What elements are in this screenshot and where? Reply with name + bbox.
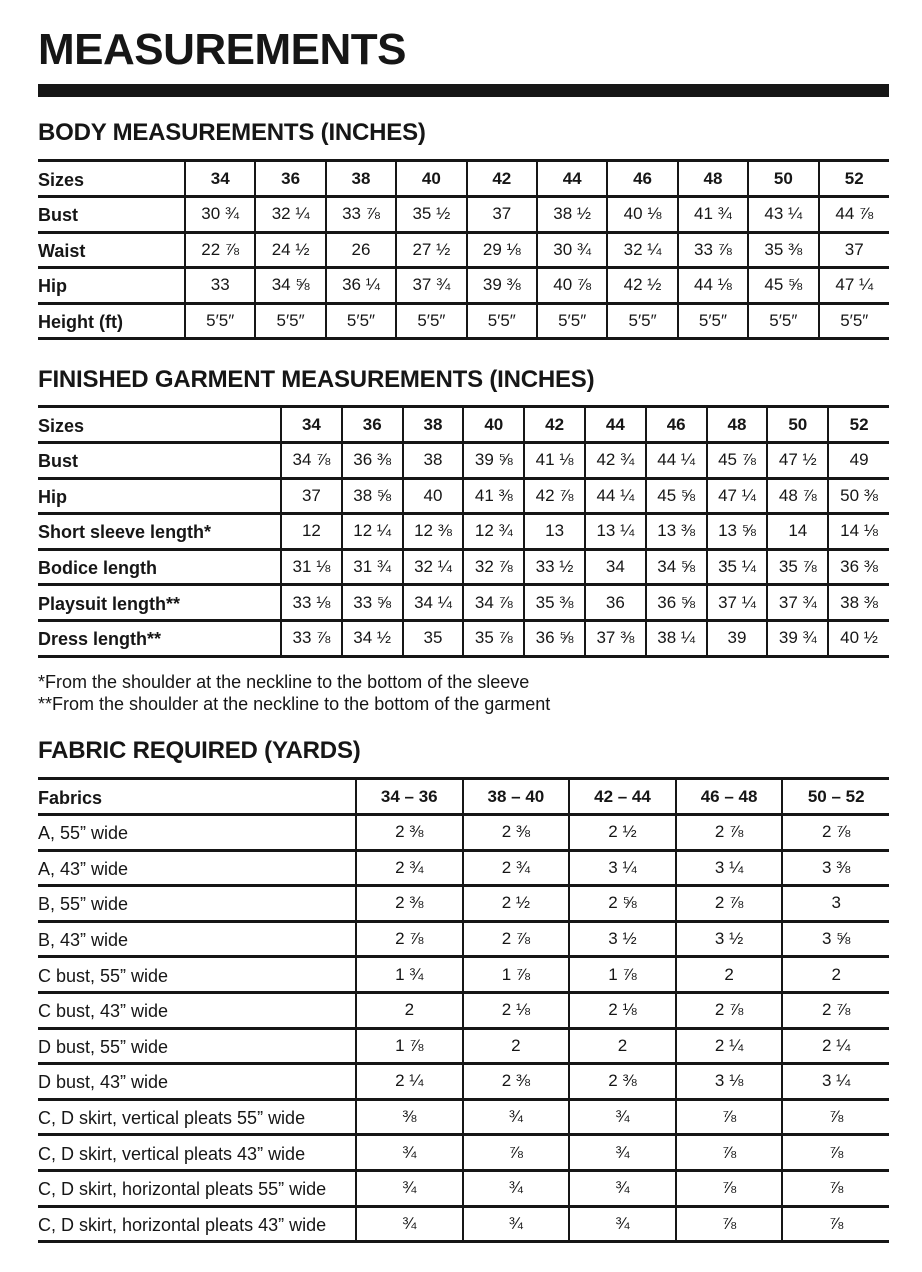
table-cell: 41 ⅛ [524, 443, 585, 479]
table-row [38, 886, 889, 922]
row-label: Hip [38, 268, 185, 304]
table-cell: 50 ⅜ [828, 478, 889, 514]
table-cell: 22 ⅞ [185, 232, 255, 268]
table-cell: 2 [782, 957, 889, 993]
table-cell: 37 ⅜ [585, 620, 646, 656]
table-cell: 38 ¼ [646, 620, 707, 656]
table-cell: 2 ¼ [782, 1028, 889, 1064]
row-label: Bodice length [38, 549, 281, 585]
table-cell: 2 ⅝ [569, 886, 676, 922]
table-cell: 5′5″ [326, 303, 396, 339]
table-cell: ⅞ [782, 1206, 889, 1242]
table-cell: 35 ½ [396, 197, 466, 233]
table-cell: 2 [463, 1028, 570, 1064]
row-label: Playsuit length** [38, 585, 281, 621]
table-cell: 12 ⅜ [403, 514, 464, 550]
table-cell: ¾ [356, 1135, 463, 1171]
table-cell: 27 ½ [396, 232, 466, 268]
size-header: 40 [396, 161, 466, 197]
size-range-header: 38 – 40 [463, 779, 570, 815]
table-cell: 49 [828, 443, 889, 479]
table-cell: 5′5″ [185, 303, 255, 339]
sizes-header: Sizes [38, 161, 185, 197]
table-cell: 40 ½ [828, 620, 889, 656]
table-cell: 35 ¼ [707, 549, 768, 585]
table-cell: ¾ [463, 1206, 570, 1242]
row-label: Bust [38, 197, 185, 233]
table-cell: 3 ½ [676, 921, 783, 957]
page-title: MEASUREMENTS [38, 25, 407, 74]
table-cell: 2 ⅛ [463, 992, 570, 1028]
sizes-header: Sizes [38, 407, 281, 443]
table-row [38, 514, 889, 550]
table-cell: 42 ¾ [585, 443, 646, 479]
table-row [38, 549, 889, 585]
row-label: C, D skirt, vertical pleats 43” wide [38, 1135, 356, 1171]
table-cell: 12 ¼ [342, 514, 403, 550]
table-cell: 3 ⅜ [782, 850, 889, 886]
table-cell: 13 ¼ [585, 514, 646, 550]
table-cell: 39 ⅝ [463, 443, 524, 479]
table-cell: 37 ¼ [707, 585, 768, 621]
table-cell: 3 [782, 886, 889, 922]
table-cell: 31 ⅛ [281, 549, 342, 585]
table-cell: 5′5″ [467, 303, 537, 339]
garment-measurements-heading: FINISHED GARMENT MEASUREMENTS (INCHES) [38, 366, 595, 393]
table-cell: 33 ⅞ [281, 620, 342, 656]
size-header: 48 [678, 161, 748, 197]
table-cell: 2 ⅛ [569, 992, 676, 1028]
row-label: C, D skirt, horizontal pleats 43” wide [38, 1206, 356, 1242]
table-row [38, 1028, 889, 1064]
fabrics-header: Fabrics [38, 779, 356, 815]
table-cell: 30 ¾ [185, 197, 255, 233]
table-cell: 26 [326, 232, 396, 268]
row-label: A, 43” wide [38, 850, 356, 886]
table-cell: 30 ¾ [537, 232, 607, 268]
table-cell: 47 ¼ [707, 478, 768, 514]
table-cell: 32 ¼ [403, 549, 464, 585]
table-cell: 38 ⅜ [828, 585, 889, 621]
table-cell: 33 ⅛ [281, 585, 342, 621]
fabric-required-table [38, 777, 889, 1243]
table-cell: 13 [524, 514, 585, 550]
table-cell: 47 ½ [767, 443, 828, 479]
table-cell: 33 ⅞ [326, 197, 396, 233]
table-cell: 5′5″ [678, 303, 748, 339]
table-cell: 31 ¾ [342, 549, 403, 585]
table-cell: 36 [585, 585, 646, 621]
table-cell: 2 ⅞ [782, 992, 889, 1028]
table-cell: ¾ [569, 1099, 676, 1135]
table-cell: 2 ⅜ [463, 1064, 570, 1100]
row-label: D bust, 43” wide [38, 1064, 356, 1100]
table-cell: 2 ⅜ [356, 886, 463, 922]
table-cell: ¾ [463, 1099, 570, 1135]
size-range-header: 46 – 48 [676, 779, 783, 815]
table-cell: 43 ¼ [748, 197, 818, 233]
size-header: 34 [281, 407, 342, 443]
table-cell: 29 ⅛ [467, 232, 537, 268]
fabric-required-heading: FABRIC REQUIRED (YARDS) [38, 737, 361, 764]
table-cell: 36 ⅝ [646, 585, 707, 621]
size-header: 46 [607, 161, 677, 197]
table-cell: 2 ⅜ [463, 815, 570, 851]
table-cell: 13 ⅝ [707, 514, 768, 550]
table-cell: 2 ¾ [463, 850, 570, 886]
table-row [38, 850, 889, 886]
row-label: D bust, 55” wide [38, 1028, 356, 1064]
table-cell: 2 [676, 957, 783, 993]
table-cell: 5′5″ [396, 303, 466, 339]
table-cell: 33 ⅞ [678, 232, 748, 268]
table-cell: 1 ⅞ [569, 957, 676, 993]
table-cell: ⅞ [463, 1135, 570, 1171]
table-cell: 45 ⅝ [748, 268, 818, 304]
table-cell: 2 ½ [569, 815, 676, 851]
size-range-header: 50 – 52 [782, 779, 889, 815]
table-row [38, 478, 889, 514]
table-cell: 42 ⅞ [524, 478, 585, 514]
table-row [38, 443, 889, 479]
table-cell: 34 ⅝ [646, 549, 707, 585]
table-cell: 2 ⅞ [356, 921, 463, 957]
table-cell: 38 ½ [537, 197, 607, 233]
table-cell: 37 [281, 478, 342, 514]
table-cell: 2 ⅞ [676, 886, 783, 922]
table-cell: 5′5″ [819, 303, 889, 339]
table-cell: 34 ¼ [403, 585, 464, 621]
table-cell: 32 ¼ [255, 197, 325, 233]
table-cell: 36 ⅝ [524, 620, 585, 656]
table-cell: 40 ⅛ [607, 197, 677, 233]
row-label: Height (ft) [38, 303, 185, 339]
table-cell: 41 ¾ [678, 197, 748, 233]
row-label: Hip [38, 478, 281, 514]
table-cell: 39 [707, 620, 768, 656]
table-cell: 35 ⅞ [463, 620, 524, 656]
table-cell: 2 ¼ [356, 1064, 463, 1100]
body-measurements-table [38, 159, 889, 340]
row-label: A, 55” wide [38, 815, 356, 851]
table-cell: 45 ⅝ [646, 478, 707, 514]
table-cell: 40 [403, 478, 464, 514]
table-cell: 35 ⅜ [748, 232, 818, 268]
table-cell: 36 ¼ [326, 268, 396, 304]
row-label: C bust, 55” wide [38, 957, 356, 993]
table-cell: 3 ⅛ [676, 1064, 783, 1100]
table-cell: 32 ¼ [607, 232, 677, 268]
table-cell: 34 ⅞ [281, 443, 342, 479]
table-cell: 5′5″ [607, 303, 677, 339]
table-header-row [38, 161, 889, 197]
table-row [38, 921, 889, 957]
table-cell: 34 ⅝ [255, 268, 325, 304]
row-label: Dress length** [38, 620, 281, 656]
table-cell: 37 ¾ [396, 268, 466, 304]
footnote-sleeve: *From the shoulder at the neckline to the bottom of the sleeve [38, 672, 530, 692]
table-cell: 48 ⅞ [767, 478, 828, 514]
table-cell: 34 ⅞ [463, 585, 524, 621]
table-row [38, 1206, 889, 1242]
table-cell: 2 ⅞ [676, 992, 783, 1028]
table-cell: ⅜ [356, 1099, 463, 1135]
table-row [38, 620, 889, 656]
table-cell: 12 ¾ [463, 514, 524, 550]
size-range-header: 42 – 44 [569, 779, 676, 815]
table-cell: 35 ⅞ [767, 549, 828, 585]
table-cell: ⅞ [676, 1135, 783, 1171]
row-label: Waist [38, 232, 185, 268]
table-cell: 47 ¼ [819, 268, 889, 304]
table-cell: ⅞ [782, 1135, 889, 1171]
table-cell: 2 ⅞ [463, 921, 570, 957]
table-cell: 33 ⅝ [342, 585, 403, 621]
table-cell: 3 ¼ [569, 850, 676, 886]
table-row [38, 232, 889, 268]
table-cell: 45 ⅞ [707, 443, 768, 479]
table-row [38, 992, 889, 1028]
table-cell: 41 ⅜ [463, 478, 524, 514]
table-row [38, 1064, 889, 1100]
table-row [38, 303, 889, 339]
table-cell: 2 ⅜ [569, 1064, 676, 1100]
table-cell: 36 ⅜ [342, 443, 403, 479]
size-header: 36 [255, 161, 325, 197]
size-range-header: 34 – 36 [356, 779, 463, 815]
row-label: C, D skirt, vertical pleats 55” wide [38, 1099, 356, 1135]
table-header-row [38, 779, 889, 815]
table-cell: 5′5″ [537, 303, 607, 339]
table-row [38, 197, 889, 233]
size-header: 46 [646, 407, 707, 443]
table-cell: 34 [585, 549, 646, 585]
table-cell: ⅞ [676, 1206, 783, 1242]
footnote-garment: **From the shoulder at the neckline to the bottom of the garment [38, 694, 551, 714]
table-row [38, 1170, 889, 1206]
table-cell: ¾ [569, 1170, 676, 1206]
garment-measurements-table [38, 405, 889, 658]
table-row [38, 1135, 889, 1171]
table-cell: 14 [767, 514, 828, 550]
table-row [38, 957, 889, 993]
size-header: 44 [585, 407, 646, 443]
size-header: 44 [537, 161, 607, 197]
table-cell: 12 [281, 514, 342, 550]
table-cell: ¾ [569, 1206, 676, 1242]
row-label: B, 55” wide [38, 886, 356, 922]
table-cell: 2 ⅜ [356, 815, 463, 851]
size-header: 36 [342, 407, 403, 443]
size-header: 48 [707, 407, 768, 443]
table-cell: 1 ¾ [356, 957, 463, 993]
table-cell: 5′5″ [748, 303, 818, 339]
row-label: C, D skirt, horizontal pleats 55” wide [38, 1170, 356, 1206]
table-cell: 36 ⅜ [828, 549, 889, 585]
table-cell: 44 ¼ [646, 443, 707, 479]
table-cell: 35 ⅜ [524, 585, 585, 621]
table-cell: 3 ⅝ [782, 921, 889, 957]
size-header: 52 [828, 407, 889, 443]
table-cell: ⅞ [782, 1170, 889, 1206]
table-cell: 3 ¼ [782, 1064, 889, 1100]
table-cell: ¾ [356, 1170, 463, 1206]
table-cell: 1 ⅞ [463, 957, 570, 993]
row-label: Bust [38, 443, 281, 479]
table-cell: 1 ⅞ [356, 1028, 463, 1064]
table-cell: 5′5″ [255, 303, 325, 339]
table-cell: 40 ⅞ [537, 268, 607, 304]
row-label: B, 43” wide [38, 921, 356, 957]
table-cell: 44 ⅞ [819, 197, 889, 233]
table-cell: 38 ⅝ [342, 478, 403, 514]
table-cell: 24 ½ [255, 232, 325, 268]
table-cell: 34 ½ [342, 620, 403, 656]
size-header: 52 [819, 161, 889, 197]
table-cell: 2 ¾ [356, 850, 463, 886]
table-cell: 37 [819, 232, 889, 268]
size-header: 50 [748, 161, 818, 197]
title-rule [38, 84, 889, 97]
size-header: 42 [467, 161, 537, 197]
table-row [38, 585, 889, 621]
table-cell: 2 ⅞ [676, 815, 783, 851]
size-header: 50 [767, 407, 828, 443]
table-row [38, 1099, 889, 1135]
table-cell: 2 [569, 1028, 676, 1064]
table-cell: 2 ⅞ [782, 815, 889, 851]
row-label: C bust, 43” wide [38, 992, 356, 1028]
table-cell: 33 ½ [524, 549, 585, 585]
table-cell: 37 ¾ [767, 585, 828, 621]
table-cell: 3 ¼ [676, 850, 783, 886]
table-cell: 44 ¼ [585, 478, 646, 514]
body-measurements-heading: BODY MEASUREMENTS (INCHES) [38, 119, 426, 146]
table-cell: 39 ⅜ [467, 268, 537, 304]
size-header: 38 [326, 161, 396, 197]
table-cell: ⅞ [782, 1099, 889, 1135]
table-cell: 33 [185, 268, 255, 304]
table-cell: ¾ [463, 1170, 570, 1206]
table-cell: 38 [403, 443, 464, 479]
table-cell: 2 ½ [463, 886, 570, 922]
table-cell: 2 ¼ [676, 1028, 783, 1064]
row-label: Short sleeve length* [38, 514, 281, 550]
size-header: 38 [403, 407, 464, 443]
table-cell: 44 ⅛ [678, 268, 748, 304]
table-cell: 2 [356, 992, 463, 1028]
table-cell: ⅞ [676, 1170, 783, 1206]
size-header: 34 [185, 161, 255, 197]
table-row [38, 815, 889, 851]
table-cell: 39 ¾ [767, 620, 828, 656]
size-header: 42 [524, 407, 585, 443]
table-cell: 13 ⅜ [646, 514, 707, 550]
table-cell: 42 ½ [607, 268, 677, 304]
table-cell: 37 [467, 197, 537, 233]
table-cell: 14 ⅛ [828, 514, 889, 550]
table-cell: 35 [403, 620, 464, 656]
size-header: 40 [463, 407, 524, 443]
table-cell: ⅞ [676, 1099, 783, 1135]
table-cell: 3 ½ [569, 921, 676, 957]
table-cell: ¾ [569, 1135, 676, 1171]
table-cell: 32 ⅞ [463, 549, 524, 585]
table-row [38, 268, 889, 304]
table-cell: ¾ [356, 1206, 463, 1242]
table-header-row [38, 407, 889, 443]
